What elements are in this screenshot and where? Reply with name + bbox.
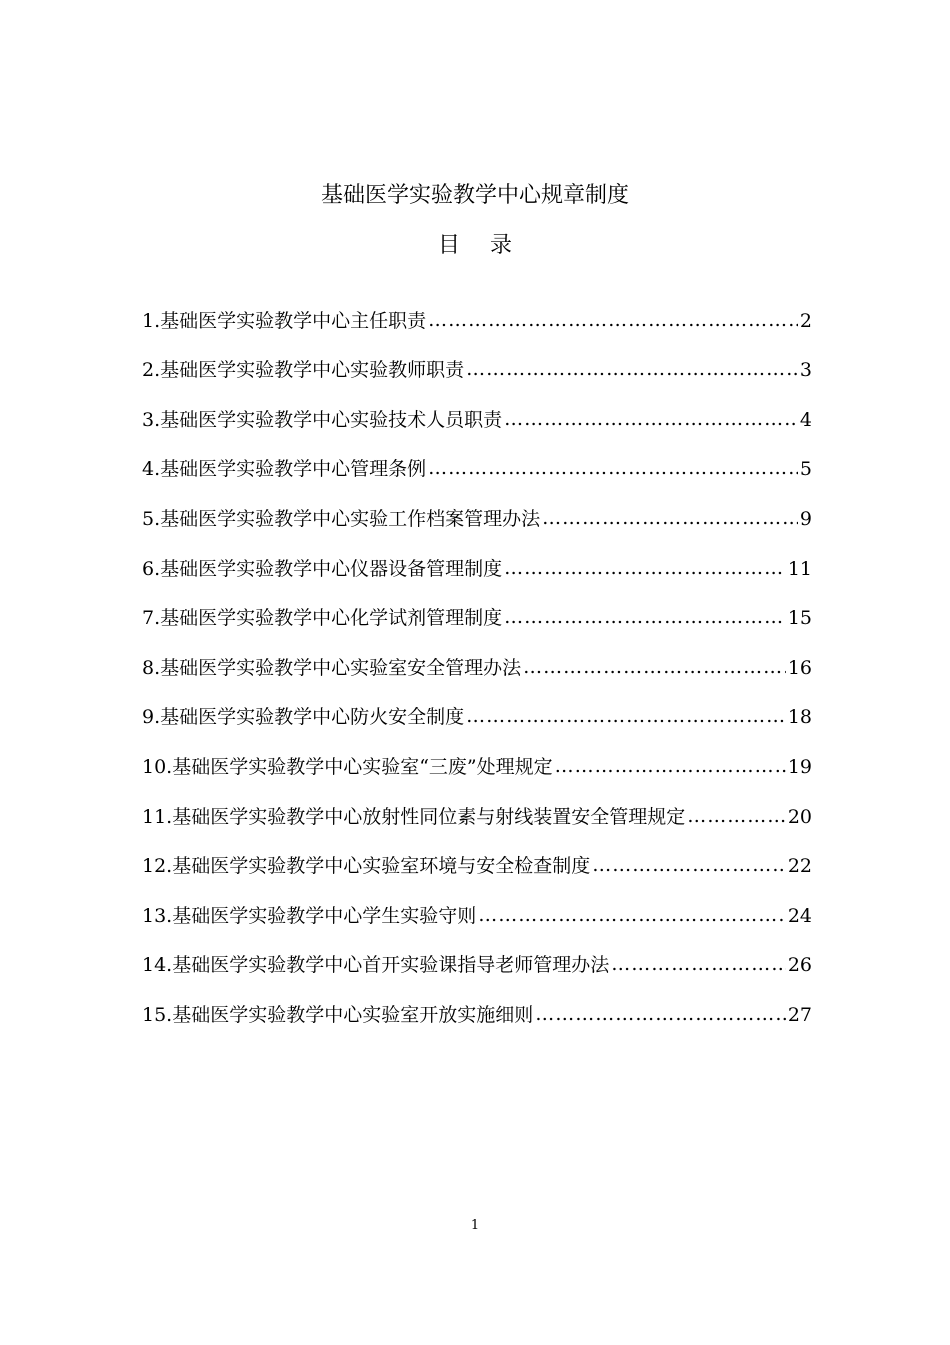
toc-leader-dots: [504, 604, 786, 630]
toc-entry[interactable]: [142, 631, 812, 681]
toc-entry[interactable]: [142, 830, 812, 880]
toc-entry-page: 16: [787, 656, 812, 679]
toc-entry-label: 12.基础医学实验教学中心实验室环境与安全检查制度: [142, 855, 591, 878]
toc-entry-page: 4: [799, 408, 812, 431]
toc-entry-page: 9: [799, 507, 812, 530]
toc-entry-label: 2.基础医学实验教学中心实验教师职责: [142, 359, 465, 382]
toc-entry[interactable]: [142, 284, 812, 334]
toc-entry-label: 5.基础医学实验教学中心实验工作档案管理办法: [142, 507, 541, 530]
toc-entry[interactable]: [142, 482, 812, 532]
toc-entry-page: 3: [799, 359, 812, 382]
toc-entry[interactable]: [142, 681, 812, 731]
toc-entry[interactable]: [142, 532, 812, 582]
toc-entry-page: 2: [799, 309, 812, 332]
toc-entry[interactable]: [142, 334, 812, 384]
toc-leader-dots: [504, 555, 786, 581]
toc-entry-label: 10.基础医学实验教学中心实验室“三废”处理规定: [142, 755, 553, 778]
page-number: 1: [470, 1218, 480, 1233]
toc-entry[interactable]: [142, 582, 812, 632]
toc-leader-dots: [555, 753, 786, 779]
toc-entry[interactable]: [142, 978, 812, 1028]
toc-entry-label: 13.基础医学实验教学中心学生实验守则: [142, 904, 477, 927]
toc-entry-label: 1.基础医学实验教学中心主任职责: [142, 309, 427, 332]
document-title: 基础医学实验教学中心规章制度: [320, 183, 629, 208]
toc-heading: 目录: [437, 233, 542, 258]
toc-entry-page: 5: [799, 458, 812, 481]
toc-leader-dots: [428, 455, 798, 481]
toc-leader-dots: [466, 356, 798, 382]
toc-entry-label: 3.基础医学实验教学中心实验技术人员职责: [142, 408, 503, 431]
toc-entry-label: 9.基础医学实验教学中心防火安全制度: [142, 706, 465, 729]
toc-entry[interactable]: [142, 780, 812, 830]
toc-leader-dots: [611, 951, 786, 977]
toc-entry-label: 7.基础医学实验教学中心化学试剂管理制度: [142, 607, 503, 630]
toc-leader-dots: [466, 703, 786, 729]
toc-leader-dots: [504, 406, 798, 432]
toc-entry-label: 14.基础医学实验教学中心首开实验课指导老师管理办法: [142, 954, 610, 977]
table-of-contents: [142, 284, 812, 1028]
toc-entry-page: 27: [787, 1003, 812, 1026]
toc-entry-page: 24: [787, 904, 812, 927]
toc-entry-page: 22: [787, 855, 812, 878]
toc-entry-label: 8.基础医学实验教学中心实验室安全管理办法: [142, 656, 522, 679]
toc-leader-dots: [535, 1001, 786, 1027]
toc-entry-page: 15: [787, 607, 812, 630]
toc-leader-dots: [478, 902, 786, 928]
toc-entry[interactable]: [142, 730, 812, 780]
toc-entry[interactable]: [142, 383, 812, 433]
toc-entry-page: 26: [787, 954, 812, 977]
toc-leader-dots: [428, 307, 798, 333]
toc-entry-label: 6.基础医学实验教学中心仪器设备管理制度: [142, 557, 503, 580]
toc-entry-page: 20: [787, 805, 812, 828]
toc-entry-label: 11.基础医学实验教学中心放射性同位素与射线装置安全管理规定: [142, 805, 686, 828]
toc-entry-page: 11: [787, 557, 812, 580]
toc-entry[interactable]: [142, 929, 812, 979]
toc-entry-page: 19: [787, 755, 812, 778]
toc-leader-dots: [687, 803, 786, 829]
toc-leader-dots: [523, 654, 786, 680]
toc-entry-label: 4.基础医学实验教学中心管理条例: [142, 458, 427, 481]
toc-entry-page: 18: [787, 706, 812, 729]
toc-entry[interactable]: [142, 433, 812, 483]
toc-entry-label: 15.基础医学实验教学中心实验室开放实施细则: [142, 1003, 534, 1026]
toc-entry[interactable]: [142, 879, 812, 929]
toc-leader-dots: [542, 505, 798, 531]
toc-leader-dots: [592, 852, 786, 878]
